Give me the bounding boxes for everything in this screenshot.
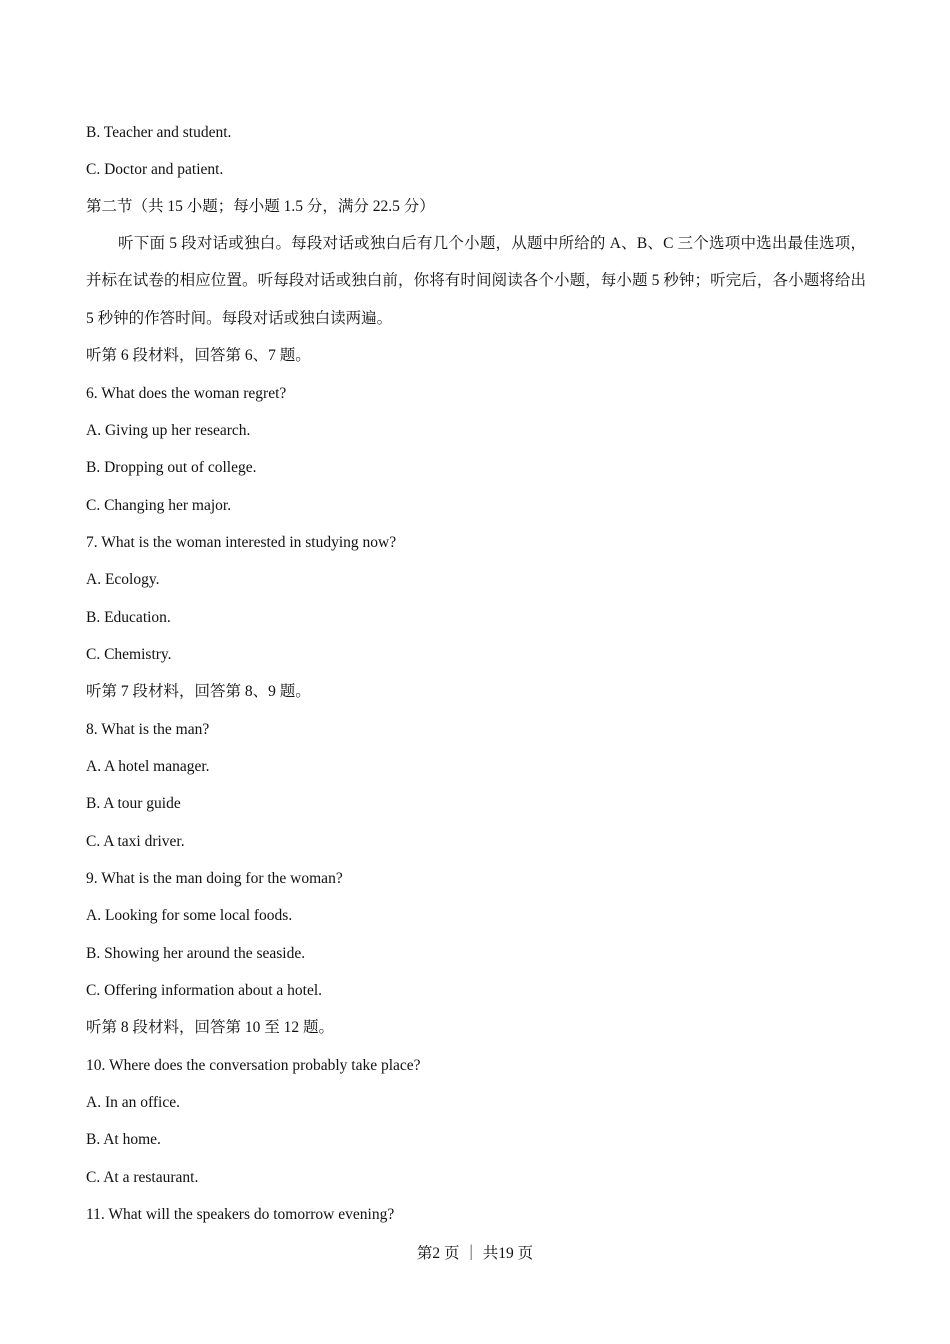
- q9-option-c: C. Offering information about a hotel.: [86, 982, 323, 999]
- question-8: 8. What is the man?: [86, 721, 210, 738]
- q6-option-a: A. Giving up her research.: [86, 422, 251, 439]
- option-c-doctor-patient: C. Doctor and patient.: [86, 161, 224, 178]
- q9-option-b: B. Showing her around the seaside.: [86, 945, 306, 962]
- question-11: 11. What will the speakers do tomorrow evening?: [86, 1206, 395, 1223]
- material-7-intro: 听第 7 段材料，回答第 8、9 题。: [86, 683, 311, 700]
- q6-option-c: C. Changing her major.: [86, 497, 232, 514]
- question-10: 10. Where does the conversation probably take place?: [86, 1057, 421, 1074]
- q9-option-a: A. Looking for some local foods.: [86, 907, 293, 924]
- question-7: 7. What is the woman interested in studying now?: [86, 534, 397, 551]
- q7-option-b: B. Education.: [86, 609, 171, 626]
- q6-option-b: B. Dropping out of college.: [86, 459, 257, 476]
- q8-option-b: B. A tour guide: [86, 795, 181, 812]
- section-instructions: 听下面 5 段对话或独白。每段对话或独白后有几个小题，从题中所给的 A、B、C 三个选项中选出最佳选项，并标在试卷的相应位置。听每段对话或独白前，你将有时间阅读各个小题，每小题 5 秒钟；听完后，各小题将给出 5 秒钟的作答时间。每段对话或独白读两遍。: [86, 235, 866, 327]
- q7-option-c: C. Chemistry.: [86, 646, 172, 663]
- material-8-intro: 听第 8 段材料，回答第 10 至 12 题。: [86, 1019, 335, 1036]
- section-heading: 第二节（共 15 小题；每小题 1.5 分，满分 22.5 分）: [86, 198, 435, 215]
- question-9: 9. What is the man doing for the woman?: [86, 870, 343, 887]
- q10-option-b: B. At home.: [86, 1131, 161, 1148]
- question-6: 6. What does the woman regret?: [86, 385, 287, 402]
- q8-option-c: C. A taxi driver.: [86, 833, 185, 850]
- material-6-intro: 听第 6 段材料，回答第 6、7 题。: [86, 347, 311, 364]
- option-b-teacher-student: B. Teacher and student.: [86, 124, 232, 141]
- page-footer: 第2 页 ｜ 共19 页: [416, 1245, 534, 1262]
- q10-option-c: C. At a restaurant.: [86, 1169, 199, 1186]
- q10-option-a: A. In an office.: [86, 1094, 180, 1111]
- q8-option-a: A. A hotel manager.: [86, 758, 210, 775]
- q7-option-a: A. Ecology.: [86, 571, 160, 588]
